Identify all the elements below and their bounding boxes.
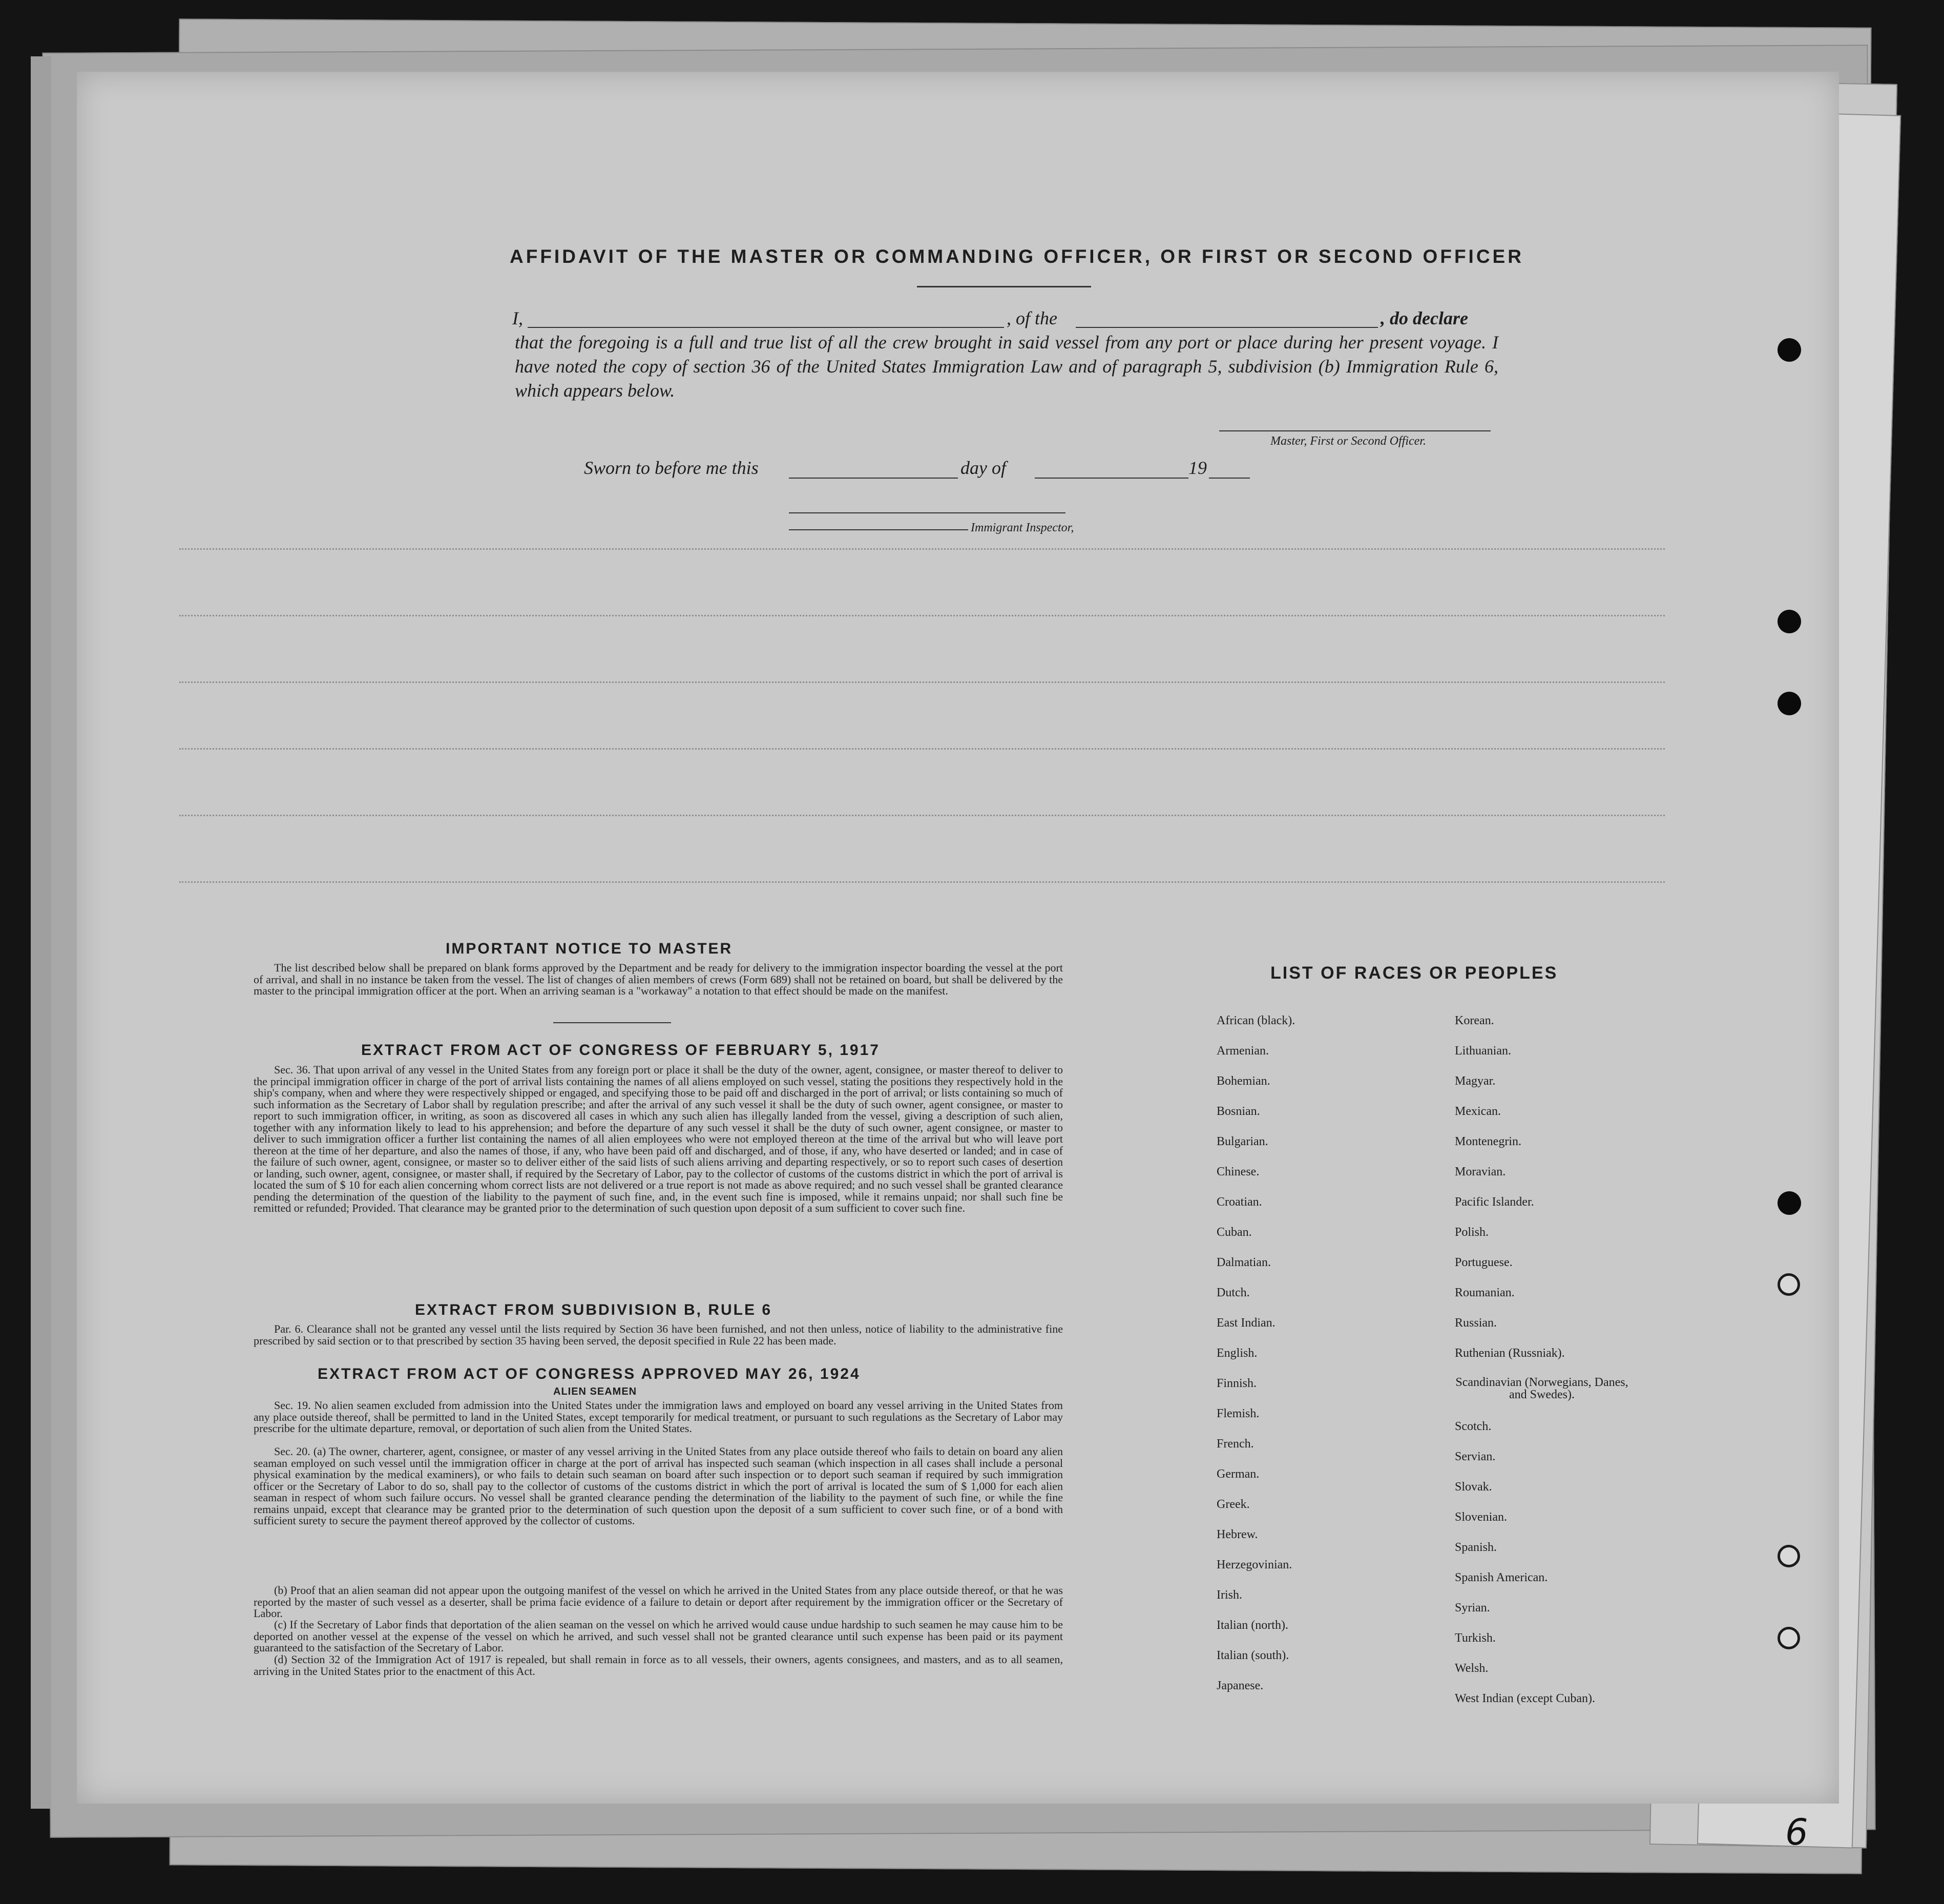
heading-divider (917, 286, 1091, 287)
race-item: Spanish American. (1455, 1571, 1548, 1584)
race-item: Hebrew. (1217, 1528, 1258, 1541)
race-item: Pacific Islander. (1455, 1195, 1534, 1209)
sworn-day-label: day of (960, 458, 1006, 478)
race-item: Lithuanian. (1455, 1044, 1511, 1058)
race-item: German. (1217, 1467, 1260, 1481)
race-item: West Indian (except Cuban). (1455, 1692, 1595, 1705)
race-item: Servian. (1455, 1450, 1496, 1463)
race-item: Cuban. (1217, 1226, 1252, 1239)
races-heading: LIST OF RACES OR PEOPLES (1270, 963, 1558, 983)
race-item: Ruthenian (Russniak). (1455, 1347, 1565, 1360)
notice-heading: IMPORTANT NOTICE TO MASTER (446, 940, 733, 957)
race-item: East Indian. (1217, 1316, 1276, 1330)
race-item: Chinese. (1217, 1165, 1260, 1178)
race-item: Syrian. (1455, 1601, 1490, 1615)
handwritten-page-number: 6 (1785, 1811, 1808, 1853)
affidavit-body: that the foregoing is a full and true list of all the crew brought in said vessel from any port or place during her present voyage. I have noted the copy of section 36 of the United States Immigration Law and of paragraph 5, subdivision (b) Immigration Rule 6, which appears below. (515, 332, 1498, 401)
race-item: Magyar. (1455, 1074, 1496, 1088)
binder-hole-icon (1778, 1273, 1800, 1296)
inspector-signature-line[interactable] (789, 512, 1065, 513)
sworn-day-blank[interactable] (789, 478, 958, 479)
sec20b-text: (b) Proof that an alien seaman did not appear upon the outgoing manifest of the vessel on which he arrived in the United States from any place outside thereof, or that he was reported by the master of such vessel as a deserter, shall be prima facie evidence of a failure to detain or deport after requirement by the immigration officer or the Secretary of Labor. (254, 1584, 1063, 1620)
race-item: Slovenian. (1455, 1510, 1507, 1524)
race-item: Roumanian. (1455, 1286, 1515, 1299)
race-item: African (black). (1217, 1014, 1295, 1027)
race-item: Finnish. (1217, 1377, 1257, 1390)
binder-hole-icon (1778, 1545, 1800, 1567)
race-item: Moravian. (1455, 1165, 1506, 1178)
race-item: Flemish. (1217, 1407, 1260, 1420)
extract-rule6-text: Par. 6. Clearance shall not be granted any vessel until the lists required by Section 36 have been furnished, and not then unless, notice of liability to the administrative fine prescribed by said section or to that prescribed by section 35 having been served, the deposit specified in Rule 22 has been made. (254, 1322, 1063, 1347)
sworn-month-blank[interactable] (1035, 478, 1188, 479)
race-item: Herzegovinian. (1217, 1558, 1292, 1571)
master-signature-line[interactable] (1219, 430, 1491, 431)
extract-1924-subheading: ALIEN SEAMEN (553, 1386, 637, 1397)
race-item: Montenegrin. (1455, 1135, 1521, 1148)
sworn-line (584, 457, 1250, 483)
binder-hole-icon (1778, 1627, 1800, 1649)
faint-guide-line (179, 748, 1665, 750)
affidavit-heading: AFFIDAVIT OF THE MASTER OR COMMANDING OFFICER, OR FIRST OR SECOND OFFICER (510, 246, 1524, 267)
race-item: Turkish. (1455, 1631, 1496, 1645)
faint-guide-line (179, 881, 1665, 883)
binder-hole-icon (1778, 338, 1801, 362)
sec20d-text: (d) Section 32 of the Immigration Act of 1917 is repealed, but shall remain in force as to all vessels, their owners, agents consignees, and masters, and as to all seamen, arriving in the United States prior to the enactment of this Act. (254, 1653, 1063, 1678)
race-item: Italian (north). (1217, 1619, 1288, 1632)
race-item: English. (1217, 1347, 1258, 1360)
faint-guide-line (179, 681, 1665, 683)
race-item: Slovak. (1455, 1480, 1492, 1494)
race-item: Bulgarian. (1217, 1135, 1268, 1148)
inspector-caption: Immigrant Inspector, (971, 521, 1074, 534)
race-item: Greek. (1217, 1498, 1250, 1511)
binder-hole-icon (1778, 610, 1801, 633)
extract-1917-text: Sec. 36. That upon arrival of any vessel in the United States from any foreign port or place it shall be the duty of the owner, agent, consignee, or master thereof to deliver to the principal immigration officer in charge of the port of arrival lists containing the names of all aliens employed on such vessel, stating the positions they respectively hold in the ship's company, when and where they were respectively shipped or engaged, and specifying those to be paid off and discharged in the port of arrival; or lists containing so much of such information as the Secretary of Labor shall by regulation prescribe; and after the arrival of any such vessel it shall be the duty of such owner, agent consignee, or master to report to such immigration officer, in writing, as soon as discovered all cases in which any such alien has illegally landed from the vessel, giving a description of such alien, together with any information likely to lead to his apprehension; and before the departure of any such vessel it shall be the duty of such owner, agent consignee, or master to deliver to such immigration officer a further list containing the names of all alien employees who were not employed thereon at the time of the arrival but who will leave port thereon at the time of her departure, and also the names of those, if any, who have been paid off and discharged, and of those, if any, who have deserted or landed; and in case of the failure of such owner, agent, consignee, or master so to deliver either of the said lists of such aliens arriving and departing respectively, or so to report such cases of desertion or landing, such owner, agent, consignee, or master shall, if required by the Secretary of Labor, pay to the collector of customs of the customs district in which the port of arrival is located the sum of $ 10 for each alien concerning whom correct lists are not delivered or a true report is not made as above required; and no such vessel shall be granted clearance pending the determination of the question of the liability to the payment of such fine, and, in the event such fine is imposed, while it remains unpaid; nor shall such fine be remitted or refunded; Provided. That clearance may be granted prior to the determination of such question upon deposit of a sum sufficient to cover such fine. (254, 1063, 1063, 1214)
race-item: Bosnian. (1217, 1105, 1260, 1118)
race-item: Croatian. (1217, 1195, 1262, 1209)
notice-text: The list described below shall be prepared on blank forms approved by the Department and be ready for delivery to the immigration inspector boarding the vessel at the port of arrival, and shall in no instance be taken from the vessel. The list of changes of alien members of crews (Form 689) shall not be retained on board, but shall be delivered by the master to the principal immigration officer at the port. When an arriving seaman is a "workaway" a notation to that effect should be made on the manifest. (254, 961, 1063, 997)
extract-rule6-heading: EXTRACT FROM SUBDIVISION B, RULE 6 (415, 1301, 772, 1318)
sworn-year-label: 19 (1188, 458, 1207, 478)
faint-guide-line (179, 548, 1665, 550)
extract-1924-heading: EXTRACT FROM ACT OF CONGRESS APPROVED MAY 26, 1924 (318, 1365, 861, 1382)
race-item: Portuguese. (1455, 1256, 1513, 1269)
sec19-text: Sec. 19. No alien seamen excluded from admission into the United States under the immigration laws and employed on board any vessel arriving in the United States from any place outside thereof, shall be permitted to land in the United States, except temporarily for medical treatment, or pursuant to such regulations as the Secretary of Labor may prescribe for the ultimate departure, removal, or deportation of such alien from the United States. (254, 1399, 1063, 1435)
race-item: Dalmatian. (1217, 1256, 1271, 1269)
race-item: Scandinavian (Norwegians, Danes, and Swedes). (1455, 1376, 1628, 1401)
sec20a-text: Sec. 20. (a) The owner, charterer, agent, consignee, or master of any vessel arriving in the United States from any place outside thereof who fails to detain on board any alien seaman employed on such vessel until the immigration officer in charge at the port of arrival has inspected such seaman (which inspection in all cases shall include a personal physical examination by the medical examiners), or who fails to detain such seaman on board after such inspection or to deport such seaman if required by such immigration officer or the Secretary of Labor to do so, shall pay to the collector of customs of the customs district in which the port of arrival is located the sum of $ 1,000 for each alien seaman in respect of whom such failure occurs. No vessel shall be granted clearance pending the determination of the liability to the payment of such fine, or while the fine remains unpaid, except that clearance may be granted prior to the determination of such question upon the deposit of a sum sufficient to cover such fine, or of a bond with sufficient surety to secure the payment thereof approved by the collector of customs. (254, 1445, 1063, 1527)
inspector-caption-line (789, 529, 968, 530)
declaration-line (512, 307, 1496, 333)
race-item: Scotch. (1455, 1420, 1492, 1433)
race-item: Irish. (1217, 1588, 1242, 1602)
race-item: Japanese. (1217, 1679, 1264, 1692)
race-item: Polish. (1455, 1226, 1489, 1239)
declare-suffix: , do declare (1381, 308, 1468, 328)
sworn-year-blank[interactable] (1209, 478, 1250, 479)
race-item: Italian (south). (1217, 1649, 1289, 1662)
race-item: Bohemian. (1217, 1074, 1270, 1088)
race-item: Korean. (1455, 1014, 1494, 1027)
race-item: Welsh. (1455, 1662, 1489, 1675)
faint-guide-line (179, 615, 1665, 616)
declare-prefix: I, (512, 308, 523, 328)
page-edge (31, 56, 51, 1809)
manifest-page (77, 72, 1839, 1853)
race-item: French. (1217, 1437, 1254, 1451)
master-signature-caption: Master, First or Second Officer. (1270, 434, 1426, 448)
vessel-blank[interactable] (1076, 327, 1378, 328)
binder-hole-icon (1778, 1191, 1801, 1215)
race-item: Dutch. (1217, 1286, 1250, 1299)
sworn-prefix: Sworn to before me this (584, 458, 759, 478)
name-blank[interactable] (528, 327, 1004, 328)
declare-mid: , of the (1007, 308, 1057, 328)
race-item: Mexican. (1455, 1105, 1501, 1118)
race-item: Armenian. (1217, 1044, 1269, 1058)
binder-hole-icon (1778, 692, 1801, 715)
extract-1917-heading: EXTRACT FROM ACT OF CONGRESS OF FEBRUARY 5, 1917 (361, 1042, 880, 1059)
section-divider (553, 1022, 671, 1023)
faint-guide-line (179, 815, 1665, 816)
race-item: Russian. (1455, 1316, 1497, 1330)
race-item: Spanish. (1455, 1541, 1497, 1554)
sec20c-text: (c) If the Secretary of Labor finds that deportation of the alien seaman on the vessel on which he arrived would cause undue hardship to such seamen he may cause him to be deported on another vessel at the expense of the vessel on which he arrived, and such vessel shall not be granted clearance until such expense has been paid or its payment guaranteed to the satisfaction of the Secretary of Labor. (254, 1618, 1063, 1654)
